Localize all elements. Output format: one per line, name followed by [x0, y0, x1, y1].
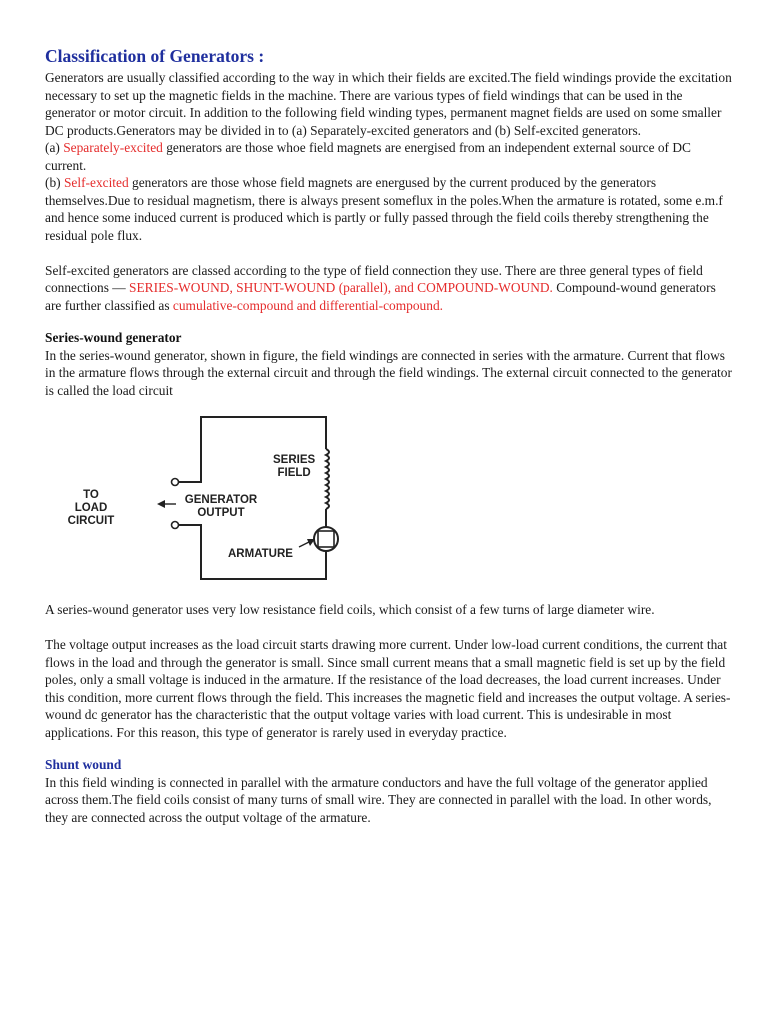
intro-paragraph: Generators are usually classified according to the way in which their fields are excited.The field windings provide the excitation necessary to set up the magnetic fields in the machine. There are various types of field windings that can be used in the generator or motor circuit. In addition to the following field winding types, permanent magnet fields are used on some smaller DC products.Generators may be divided in to (a) Separately-excited generators and (b) Self-excited generators. — [45, 70, 732, 138]
item-a-paragraph — [45, 139, 735, 174]
spacer — [45, 741, 735, 756]
armature-label: ARMATURE — [228, 548, 293, 560]
series-wound-heading: Series-wound generator — [45, 330, 182, 345]
shunt-wound-heading: Shunt wound — [45, 757, 122, 772]
separately-excited-term: Separately-excited — [63, 140, 163, 155]
self-excited-term: Self-excited — [63, 175, 129, 190]
to-load-line-2: LOAD — [74, 502, 108, 514]
series-field-label — [273, 454, 315, 480]
generator-output-label — [179, 494, 263, 520]
series-resistance-paragraph: A series-wound generator uses very low resistance field coils, which consist of a few turns of large diameter wire. — [45, 602, 655, 617]
series-wound-diagram — [63, 409, 363, 587]
self-excited-text-2: Compound-wound generators are further classified as — [45, 280, 716, 313]
item-a-prefix: (a) — [45, 140, 64, 155]
document-content — [45, 45, 735, 826]
generator-output-line-2: OUTPUT — [197, 507, 245, 519]
spacer — [45, 244, 735, 262]
generator-output-line-1: GENERATOR — [184, 494, 258, 506]
item-b-text: generators are those whose field magnets are energused by the current produced by the generators themselves.Due to residual magnetism, there is always present someflux in the poles.When the armature is rotated, some e.m.f and hence some induced current is produced which is partly or fully passed through the field coils thereby strengthening the residual pole flux. — [45, 175, 723, 243]
to-load-line-1: TO — [83, 489, 99, 501]
compound-types: cumulative-compound and differential-compound. — [172, 297, 443, 313]
item-b-paragraph — [45, 174, 735, 244]
shunt-wound-paragraph: In this field winding is connected in parallel with the armature conductors and have the full voltage of the generator applied across them.The field coils consist of many turns of small wire. They are connected in parallel with the load. In other words, they are connected across the output voltage of the armature. — [45, 774, 712, 825]
to-load-line-3: CIRCUIT — [67, 515, 115, 527]
item-a-text: generators are those whoe field magnets are energised from an independent external source of DC current. — [45, 140, 691, 173]
field-connection-types: SERIES-WOUND, SHUNT-WOUND (parallel), and COMPOUND-WOUND. — [129, 280, 553, 295]
output-arrow-head — [157, 500, 165, 508]
series-field-line-2: FIELD — [277, 467, 311, 479]
to-load-circuit-label — [63, 489, 119, 528]
upper-terminal — [172, 479, 179, 486]
armature-core — [318, 531, 334, 547]
lower-terminal — [172, 522, 179, 529]
self-excited-text-1: Self-excited generators are classed according to the type of field connection they use. There are three general types of field connections — — [45, 262, 703, 295]
series-field-line-1: SERIES — [273, 454, 316, 466]
item-b-prefix: (b) — [45, 175, 64, 190]
series-field-coil — [326, 449, 329, 509]
page-title: Classification of Generators : — [45, 46, 265, 66]
spacer — [45, 314, 735, 329]
series-wound-paragraph: In the series-wound generator, shown in figure, the field windings are connected in series with the armature. Current that flows in the armature flows through the external circuit and through the field windings. The external circuit connected to the generator is called the load circuit — [45, 347, 732, 398]
self-excited-paragraph — [45, 262, 735, 315]
spacer — [45, 619, 735, 637]
series-voltage-paragraph: The voltage output increases as the load circuit starts drawing more current. Under low-load current conditions, the current that flows in the load and through the generator is small. Since small current means that a small magnetic field is set up by the field poles, only a small voltage is induced in the armature. If the resistance of the load decreases, the load current increases. Under this condition, more current flows through the field. This increases the magnetic field and increases the output voltage. A series-wound dc generator has the characteristic that the output voltage varies with load current. This is undesirable in most applications. For this reason, this type of generator is rarely used in everyday practice. — [45, 637, 731, 740]
